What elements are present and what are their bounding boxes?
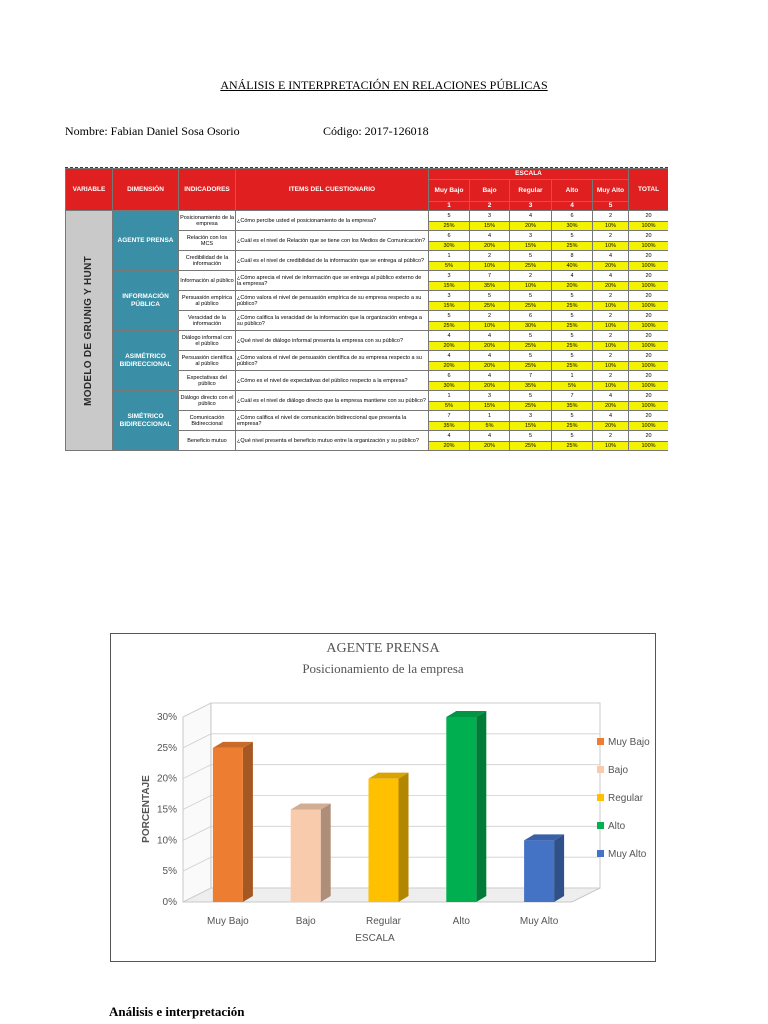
indicator-cell: Diálogo informal con el público: [179, 331, 236, 351]
percent-cell: 25%: [552, 362, 593, 371]
indicator-cell: Beneficio mutuo: [179, 431, 236, 451]
count-cell: 5: [552, 431, 593, 442]
percent-cell: 10%: [593, 242, 629, 251]
count-cell: 6: [552, 211, 593, 222]
question-cell: ¿Cómo es el nivel de expectativas del público respecto a la empresa?: [236, 371, 429, 391]
y-axis-title: PORCENTAJE: [141, 775, 152, 843]
y-tick-label: 25%: [156, 742, 177, 754]
y-tick-label: 5%: [162, 866, 177, 878]
x-tick-label: Bajo: [295, 916, 316, 927]
question-cell: ¿Cuál es el nivel de Relación que se tiene con los Medios de Comunicación?: [236, 231, 429, 251]
total-count-cell: 20: [629, 431, 668, 442]
count-cell: 5: [552, 351, 593, 362]
percent-cell: 25%: [552, 342, 593, 351]
question-cell: ¿Cómo valora el nivel de persuasión empírica de su empresa respecto a su público?: [236, 291, 429, 311]
percent-cell: 15%: [470, 222, 510, 231]
percent-cell: 15%: [510, 242, 552, 251]
total-count-cell: 20: [629, 351, 668, 362]
count-cell: 5: [552, 411, 593, 422]
count-cell: 8: [552, 251, 593, 262]
total-percent-cell: 100%: [629, 342, 668, 351]
question-cell: ¿Cómo califica la veracidad de la información que la organización entrega a su público?: [236, 311, 429, 331]
count-cell: 2: [470, 311, 510, 322]
legend-label: Muy Bajo: [608, 737, 650, 748]
count-cell: 5: [552, 291, 593, 302]
percent-cell: 30%: [510, 322, 552, 331]
total-percent-cell: 100%: [629, 442, 668, 451]
total-percent-cell: 100%: [629, 402, 668, 411]
count-cell: 2: [593, 351, 629, 362]
total-percent-cell: 100%: [629, 302, 668, 311]
percent-cell: 5%: [429, 402, 470, 411]
percent-cell: 40%: [552, 262, 593, 271]
bar-side: [554, 834, 564, 902]
percent-cell: 25%: [510, 302, 552, 311]
count-cell: 5: [510, 351, 552, 362]
question-cell: ¿Cómo aprecia el nivel de información que se entrega al público externo de la empresa?: [236, 271, 429, 291]
header-scale-number: 4: [552, 202, 593, 211]
y-tick-label: 30%: [156, 712, 177, 723]
question-cell: ¿Cómo valora el nivel de persuasión científica de su empresa respecto a su público?: [236, 351, 429, 371]
indicator-cell: Comunicación Bidireccional: [179, 411, 236, 431]
legend-swatch: [597, 794, 604, 801]
count-cell: 4: [552, 271, 593, 282]
percent-cell: 20%: [593, 422, 629, 431]
survey-table: [65, 168, 668, 451]
percent-cell: 10%: [593, 382, 629, 391]
count-cell: 4: [593, 391, 629, 402]
percent-cell: 5%: [552, 382, 593, 391]
count-cell: 4: [429, 351, 470, 362]
chart-title: AGENTE PRENSA: [326, 641, 440, 656]
percent-cell: 35%: [470, 282, 510, 291]
count-cell: 2: [470, 251, 510, 262]
y-tick-label: 20%: [156, 773, 177, 785]
count-cell: 2: [593, 291, 629, 302]
y-tick-label: 15%: [156, 804, 177, 816]
legend-swatch: [597, 822, 604, 829]
question-cell: ¿Qué nivel de diálogo informal presenta la empresa con su público?: [236, 331, 429, 351]
percent-cell: 25%: [552, 302, 593, 311]
indicator-cell: Expectativas del público: [179, 371, 236, 391]
total-count-cell: 20: [629, 411, 668, 422]
count-cell: 5: [510, 331, 552, 342]
count-cell: 7: [429, 411, 470, 422]
count-cell: 4: [510, 211, 552, 222]
percent-cell: 5%: [429, 262, 470, 271]
variable-label: MODELO DE GRUNIG Y HUNT: [83, 255, 94, 406]
percent-cell: 25%: [510, 362, 552, 371]
percent-cell: 15%: [470, 402, 510, 411]
count-cell: 4: [429, 331, 470, 342]
percent-cell: 35%: [510, 382, 552, 391]
bar-regular: [369, 779, 399, 902]
percent-cell: 20%: [593, 402, 629, 411]
bar-muy-bajo: [213, 748, 243, 902]
count-cell: 5: [552, 311, 593, 322]
percent-cell: 20%: [470, 342, 510, 351]
dimension-cell: SIMÉTRICO BIDIRECCIONAL: [113, 391, 179, 451]
legend-swatch: [597, 850, 604, 857]
percent-cell: 10%: [593, 362, 629, 371]
percent-cell: 20%: [429, 362, 470, 371]
count-cell: 4: [593, 411, 629, 422]
header-items: ITEMS DEL CUESTIONARIO: [236, 169, 429, 211]
header-scale-label: Muy Alto: [593, 180, 629, 202]
count-cell: 5: [429, 311, 470, 322]
indicator-cell: Persuasión científica al público: [179, 351, 236, 371]
percent-cell: 25%: [552, 442, 593, 451]
count-cell: 7: [510, 371, 552, 382]
header-scale-label: Regular: [510, 180, 552, 202]
percent-cell: 25%: [429, 222, 470, 231]
total-count-cell: 20: [629, 291, 668, 302]
count-cell: 4: [429, 431, 470, 442]
count-cell: 6: [510, 311, 552, 322]
dimension-cell: ASIMÉTRICO BIDIRECCIONAL: [113, 331, 179, 391]
legend-label: Alto: [608, 821, 626, 832]
total-percent-cell: 100%: [629, 262, 668, 271]
percent-cell: 35%: [429, 422, 470, 431]
percent-cell: 20%: [593, 262, 629, 271]
question-cell: ¿Cómo percibe usted el posicionamiento de la empresa?: [236, 211, 429, 231]
percent-cell: 20%: [470, 442, 510, 451]
percent-cell: 20%: [552, 282, 593, 291]
count-cell: 5: [510, 431, 552, 442]
count-cell: 2: [593, 431, 629, 442]
indicator-cell: Relación con los MCS: [179, 231, 236, 251]
total-count-cell: 20: [629, 271, 668, 282]
count-cell: 4: [470, 431, 510, 442]
total-count-cell: 20: [629, 371, 668, 382]
count-cell: 1: [429, 251, 470, 262]
total-count-cell: 20: [629, 231, 668, 242]
bar-side: [476, 711, 486, 902]
total-count-cell: 20: [629, 251, 668, 262]
dimension-cell: INFORMACIÓN PÚBLICA: [113, 271, 179, 331]
x-tick-label: Muy Bajo: [207, 916, 249, 927]
count-cell: 1: [552, 371, 593, 382]
legend-swatch: [597, 766, 604, 773]
count-cell: 6: [429, 371, 470, 382]
question-cell: ¿Cuál es el nivel de credibilidad de la información que se entrega al público?: [236, 251, 429, 271]
count-cell: 5: [510, 251, 552, 262]
x-tick-label: Regular: [365, 916, 402, 927]
bar-muy-alto: [524, 840, 554, 902]
indicator-cell: Diálogo directo con el público: [179, 391, 236, 411]
x-tick-label: Muy Alto: [519, 916, 559, 927]
percent-cell: 10%: [593, 302, 629, 311]
header-total: TOTAL: [629, 169, 668, 211]
percent-cell: 20%: [470, 242, 510, 251]
percent-cell: 35%: [552, 402, 593, 411]
total-percent-cell: 100%: [629, 242, 668, 251]
count-cell: 5: [429, 211, 470, 222]
count-cell: 2: [593, 311, 629, 322]
survey-table-wrapper: [65, 167, 668, 467]
percent-cell: 25%: [510, 402, 552, 411]
count-cell: 5: [552, 231, 593, 242]
question-cell: ¿Qué nivel presenta el beneficio mutuo entre la organización y su público?: [236, 431, 429, 451]
percent-cell: 20%: [429, 342, 470, 351]
legend-label: Regular: [608, 793, 644, 804]
percent-cell: 10%: [470, 322, 510, 331]
percent-cell: 15%: [429, 302, 470, 311]
legend-label: Muy Alto: [608, 849, 647, 860]
count-cell: 6: [429, 231, 470, 242]
percent-cell: 25%: [552, 242, 593, 251]
count-cell: 4: [470, 231, 510, 242]
header-scale-label: Alto: [552, 180, 593, 202]
bar-side: [321, 804, 331, 903]
percent-cell: 10%: [470, 262, 510, 271]
percent-cell: 20%: [429, 442, 470, 451]
header-scale-number: 3: [510, 202, 552, 211]
legend-swatch: [597, 738, 604, 745]
header-scale: ESCALA: [429, 169, 629, 180]
total-percent-cell: 100%: [629, 382, 668, 391]
count-cell: 4: [470, 351, 510, 362]
total-percent-cell: 100%: [629, 362, 668, 371]
count-cell: 4: [593, 251, 629, 262]
percent-cell: 25%: [470, 302, 510, 311]
count-cell: 4: [470, 371, 510, 382]
count-cell: 3: [429, 271, 470, 282]
count-cell: 5: [552, 331, 593, 342]
total-percent-cell: 100%: [629, 422, 668, 431]
y-tick-label: 10%: [156, 835, 177, 847]
count-cell: 7: [552, 391, 593, 402]
count-cell: 4: [593, 271, 629, 282]
count-cell: 7: [470, 271, 510, 282]
header-scale-number: 1: [429, 202, 470, 211]
bar-alto: [446, 717, 476, 902]
analysis-heading: Análisis e interpretación: [109, 1004, 245, 1019]
percent-cell: 25%: [510, 442, 552, 451]
percent-cell: 25%: [552, 322, 593, 331]
total-percent-cell: 100%: [629, 322, 668, 331]
count-cell: 3: [510, 231, 552, 242]
indicator-cell: Posicionamiento de la empresa: [179, 211, 236, 231]
total-percent-cell: 100%: [629, 282, 668, 291]
count-cell: 1: [470, 411, 510, 422]
percent-cell: 5%: [470, 422, 510, 431]
percent-cell: 30%: [429, 382, 470, 391]
total-count-cell: 20: [629, 311, 668, 322]
header-dimension: DIMENSIÓN: [113, 169, 179, 211]
percent-cell: 10%: [510, 282, 552, 291]
percent-cell: 10%: [593, 442, 629, 451]
document-title: ANÁLISIS E INTERPRETACIÓN EN RELACIONES PÚBLICAS: [220, 78, 548, 92]
header-scale-label: Bajo: [470, 180, 510, 202]
x-axis-title: ESCALA: [355, 933, 395, 944]
count-cell: 2: [510, 271, 552, 282]
count-cell: 2: [593, 231, 629, 242]
count-cell: 3: [470, 391, 510, 402]
percent-cell: 30%: [552, 222, 593, 231]
bar-chart: [110, 633, 656, 962]
bar-side: [399, 773, 409, 902]
header-scale-label: Muy Bajo: [429, 180, 470, 202]
student-name: Nombre: Fabian Daniel Sosa Osorio: [65, 124, 240, 138]
percent-cell: 10%: [593, 322, 629, 331]
percent-cell: 20%: [510, 222, 552, 231]
percent-cell: 25%: [510, 342, 552, 351]
bar-bajo: [291, 810, 321, 903]
question-cell: ¿Cuál es el nivel de diálogo directo que la empresa mantiene con su público?: [236, 391, 429, 411]
percent-cell: 15%: [429, 282, 470, 291]
percent-cell: 30%: [429, 242, 470, 251]
indicator-cell: Persuasión empírica al público: [179, 291, 236, 311]
indicator-cell: Credibilidad de la información: [179, 251, 236, 271]
header-scale-number: 5: [593, 202, 629, 211]
count-cell: 2: [593, 331, 629, 342]
count-cell: 3: [470, 211, 510, 222]
header-variable: VARIABLE: [66, 169, 113, 211]
count-cell: 1: [429, 391, 470, 402]
count-cell: 3: [429, 291, 470, 302]
total-count-cell: 20: [629, 331, 668, 342]
count-cell: 4: [470, 331, 510, 342]
total-count-cell: 20: [629, 211, 668, 222]
percent-cell: 25%: [510, 262, 552, 271]
header-indicators: INDICADORES: [179, 169, 236, 211]
chart-subtitle: Posicionamiento de la empresa: [302, 661, 464, 676]
percent-cell: 10%: [593, 222, 629, 231]
total-count-cell: 20: [629, 391, 668, 402]
percent-cell: 20%: [593, 282, 629, 291]
header-scale-number: 2: [470, 202, 510, 211]
count-cell: 2: [593, 211, 629, 222]
legend-label: Bajo: [608, 765, 629, 776]
count-cell: 3: [510, 411, 552, 422]
percent-cell: 10%: [593, 342, 629, 351]
y-tick-label: 0%: [162, 897, 177, 908]
percent-cell: 20%: [470, 382, 510, 391]
percent-cell: 15%: [510, 422, 552, 431]
dimension-cell: AGENTE PRENSA: [113, 211, 179, 271]
variable-cell: [66, 211, 113, 451]
indicator-cell: Información al público: [179, 271, 236, 291]
x-tick-label: Alto: [452, 916, 470, 927]
percent-cell: 25%: [552, 422, 593, 431]
total-percent-cell: 100%: [629, 222, 668, 231]
percent-cell: 25%: [429, 322, 470, 331]
indicator-cell: Veracidad de la información: [179, 311, 236, 331]
count-cell: 5: [510, 391, 552, 402]
count-cell: 5: [510, 291, 552, 302]
count-cell: 5: [470, 291, 510, 302]
question-cell: ¿Cómo califica el nivel de comunicación bidireccional que presenta la empresa?: [236, 411, 429, 431]
student-code: Código: 2017-126018: [323, 124, 429, 138]
count-cell: 2: [593, 371, 629, 382]
percent-cell: 20%: [470, 362, 510, 371]
bar-side: [243, 742, 253, 902]
